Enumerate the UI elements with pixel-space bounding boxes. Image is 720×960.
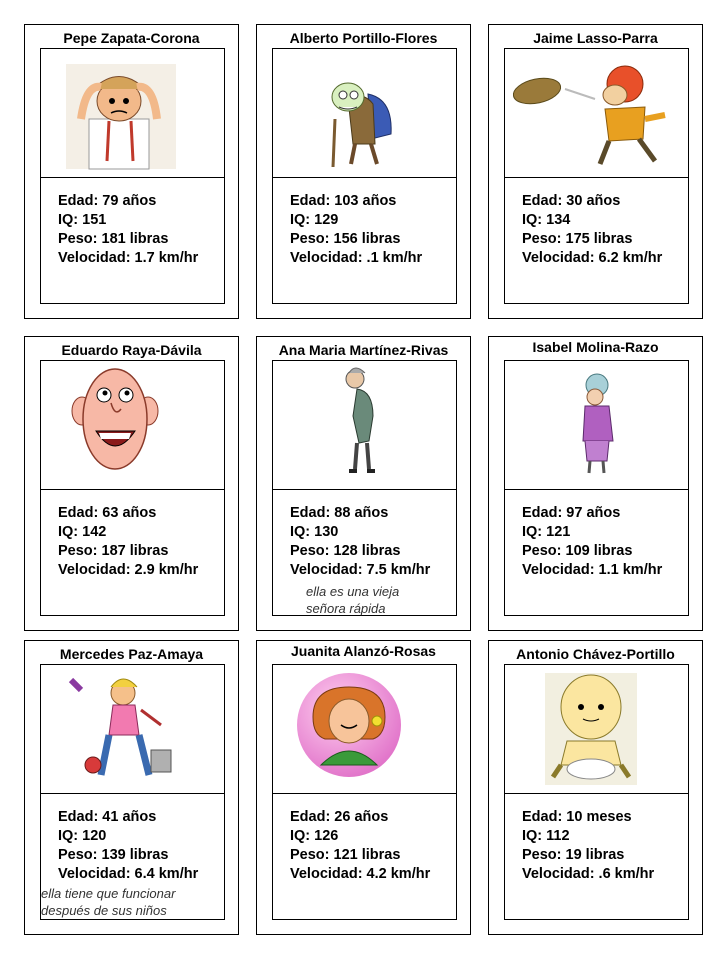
card-frame bbox=[504, 664, 689, 920]
stats bbox=[522, 808, 654, 884]
note-line: ella es una vieja bbox=[306, 584, 400, 599]
weight-text: Peso: 121 libras bbox=[290, 847, 401, 863]
age-text: Edad: 41 años bbox=[58, 809, 157, 825]
character-card bbox=[488, 640, 703, 935]
grandma-icon bbox=[505, 361, 688, 490]
iq-text: IQ: 134 bbox=[522, 212, 571, 228]
card-name: Pepe Zapata-Corona bbox=[63, 30, 200, 46]
speed-text: Velocidad: .1 km/hr bbox=[290, 250, 423, 266]
woman-avatar-icon bbox=[273, 665, 456, 794]
age-text: Edad: 30 años bbox=[522, 193, 621, 209]
weight-text: Peso: 156 libras bbox=[290, 231, 401, 247]
character-card bbox=[24, 640, 239, 935]
card-name: Ana Maria Martínez-Rivas bbox=[278, 342, 449, 358]
card-name: Jaime Lasso-Parra bbox=[533, 30, 658, 46]
stats bbox=[290, 808, 430, 884]
busy-mother-icon bbox=[41, 665, 224, 794]
old-woman-icon bbox=[273, 361, 456, 490]
stats bbox=[290, 192, 422, 268]
card-frame bbox=[272, 664, 457, 920]
stats bbox=[522, 192, 662, 268]
card-frame bbox=[272, 48, 457, 304]
note-line: señora rápida bbox=[306, 601, 386, 616]
iq-text: IQ: 121 bbox=[522, 524, 571, 540]
card-name: Isabel Molina-Razo bbox=[532, 339, 659, 355]
speed-text: Velocidad: 4.2 km/hr bbox=[290, 866, 431, 882]
speed-text: Velocidad: 7.5 km/hr bbox=[290, 562, 431, 578]
card-frame bbox=[504, 360, 689, 616]
iq-text: IQ: 120 bbox=[58, 828, 107, 844]
age-text: Edad: 88 años bbox=[290, 505, 389, 521]
card-note bbox=[41, 885, 175, 919]
card-frame bbox=[40, 360, 225, 616]
old-man-cane-icon bbox=[273, 49, 456, 178]
card-name: Mercedes Paz-Amaya bbox=[59, 646, 204, 662]
card-name: Alberto Portillo-Flores bbox=[289, 30, 438, 46]
character-card bbox=[256, 336, 471, 631]
speed-text: Velocidad: 6.4 km/hr bbox=[58, 866, 199, 882]
character-card bbox=[24, 24, 239, 319]
character-card bbox=[488, 336, 703, 631]
iq-text: IQ: 129 bbox=[290, 212, 339, 228]
big-head-man-icon bbox=[41, 361, 224, 490]
character-card bbox=[256, 24, 471, 319]
card-note bbox=[306, 583, 399, 617]
stats bbox=[522, 504, 662, 580]
card-name: Juanita Alanzó-Rosas bbox=[291, 643, 436, 659]
card-name: Antonio Chávez-Portillo bbox=[516, 646, 675, 662]
age-text: Edad: 63 años bbox=[58, 505, 157, 521]
iq-text: IQ: 130 bbox=[290, 524, 339, 540]
speed-text: Velocidad: .6 km/hr bbox=[522, 866, 655, 882]
card-name: Eduardo Raya-Dávila bbox=[61, 342, 202, 358]
character-card bbox=[488, 24, 703, 319]
age-text: Edad: 103 años bbox=[290, 193, 397, 209]
stats bbox=[58, 504, 198, 580]
speed-text: Velocidad: 1.1 km/hr bbox=[522, 562, 663, 578]
weight-text: Peso: 175 libras bbox=[522, 231, 633, 247]
weight-text: Peso: 128 libras bbox=[290, 543, 401, 559]
character-card bbox=[24, 336, 239, 631]
stats bbox=[58, 192, 198, 268]
character-card bbox=[256, 640, 471, 935]
speed-text: Velocidad: 2.9 km/hr bbox=[58, 562, 199, 578]
iq-text: IQ: 126 bbox=[290, 828, 339, 844]
speed-text: Velocidad: 1.7 km/hr bbox=[58, 250, 199, 266]
iq-text: IQ: 151 bbox=[58, 212, 107, 228]
stats bbox=[290, 504, 430, 580]
stats bbox=[58, 808, 198, 884]
worried-man-icon bbox=[41, 49, 224, 178]
iq-text: IQ: 112 bbox=[522, 828, 570, 844]
age-text: Edad: 79 años bbox=[58, 193, 157, 209]
note-line: ella tiene que funcionar bbox=[41, 886, 176, 901]
card-frame bbox=[40, 48, 225, 304]
speed-text: Velocidad: 6.2 km/hr bbox=[522, 250, 663, 266]
football-player-icon bbox=[505, 49, 688, 178]
weight-text: Peso: 19 libras bbox=[522, 847, 625, 863]
card-frame bbox=[504, 48, 689, 304]
card-frame bbox=[272, 360, 457, 616]
card-frame bbox=[40, 664, 225, 920]
iq-text: IQ: 142 bbox=[58, 524, 107, 540]
age-text: Edad: 26 años bbox=[290, 809, 389, 825]
weight-text: Peso: 181 libras bbox=[58, 231, 169, 247]
weight-text: Peso: 139 libras bbox=[58, 847, 169, 863]
weight-text: Peso: 109 libras bbox=[522, 543, 633, 559]
baby-icon bbox=[505, 665, 688, 794]
age-text: Edad: 10 meses bbox=[522, 809, 632, 825]
note-line: después de sus niños bbox=[41, 903, 167, 918]
weight-text: Peso: 187 libras bbox=[58, 543, 169, 559]
age-text: Edad: 97 años bbox=[522, 505, 621, 521]
